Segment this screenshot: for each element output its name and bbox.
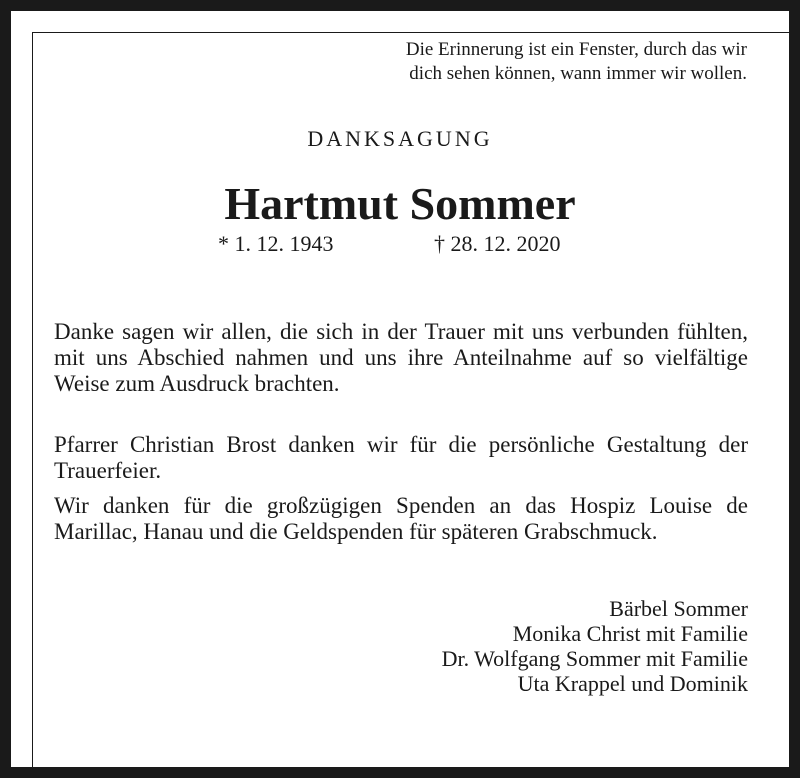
birth-date: * 1. 12. 1943 bbox=[218, 231, 334, 256]
signature-block bbox=[442, 596, 748, 696]
page-heading: DANKSAGUNG bbox=[307, 126, 493, 151]
motto-line-1: Die Erinnerung ist ein Fenster, durch das wir bbox=[405, 39, 747, 60]
paragraph-thanks: Danke sagen wir allen, die sich in der Trauer mit uns verbunden fühlten, mit uns Abschied nahmen und uns ihre Anteilnahme auf so vielfältige Weise zum Ausdruck brachten. bbox=[54, 319, 748, 396]
motto-line-2: dich sehen können, wann immer wir wollen. bbox=[409, 63, 747, 84]
death-date: † 28. 12. 2020 bbox=[434, 231, 561, 256]
signature-line: Dr. Wolfgang Sommer mit Familie bbox=[441, 646, 748, 671]
signature-line: Uta Krappel und Dominik bbox=[517, 671, 748, 696]
paragraph-donations: Wir danken für die großzügigen Spenden an das Hospiz Louise de Marillac, Hanau und die Geldspenden für späteren Grabschmuck. bbox=[54, 493, 748, 544]
signature-line: Bärbel Sommer bbox=[609, 596, 748, 621]
paragraph-pastor: Pfarrer Christian Brost danken wir für die persönliche Gestaltung der Trauerfeier. bbox=[54, 432, 748, 483]
signature-line: Monika Christ mit Familie bbox=[512, 621, 748, 646]
motto-quote bbox=[267, 38, 747, 86]
deceased-name: Hartmut Sommer bbox=[224, 178, 576, 229]
